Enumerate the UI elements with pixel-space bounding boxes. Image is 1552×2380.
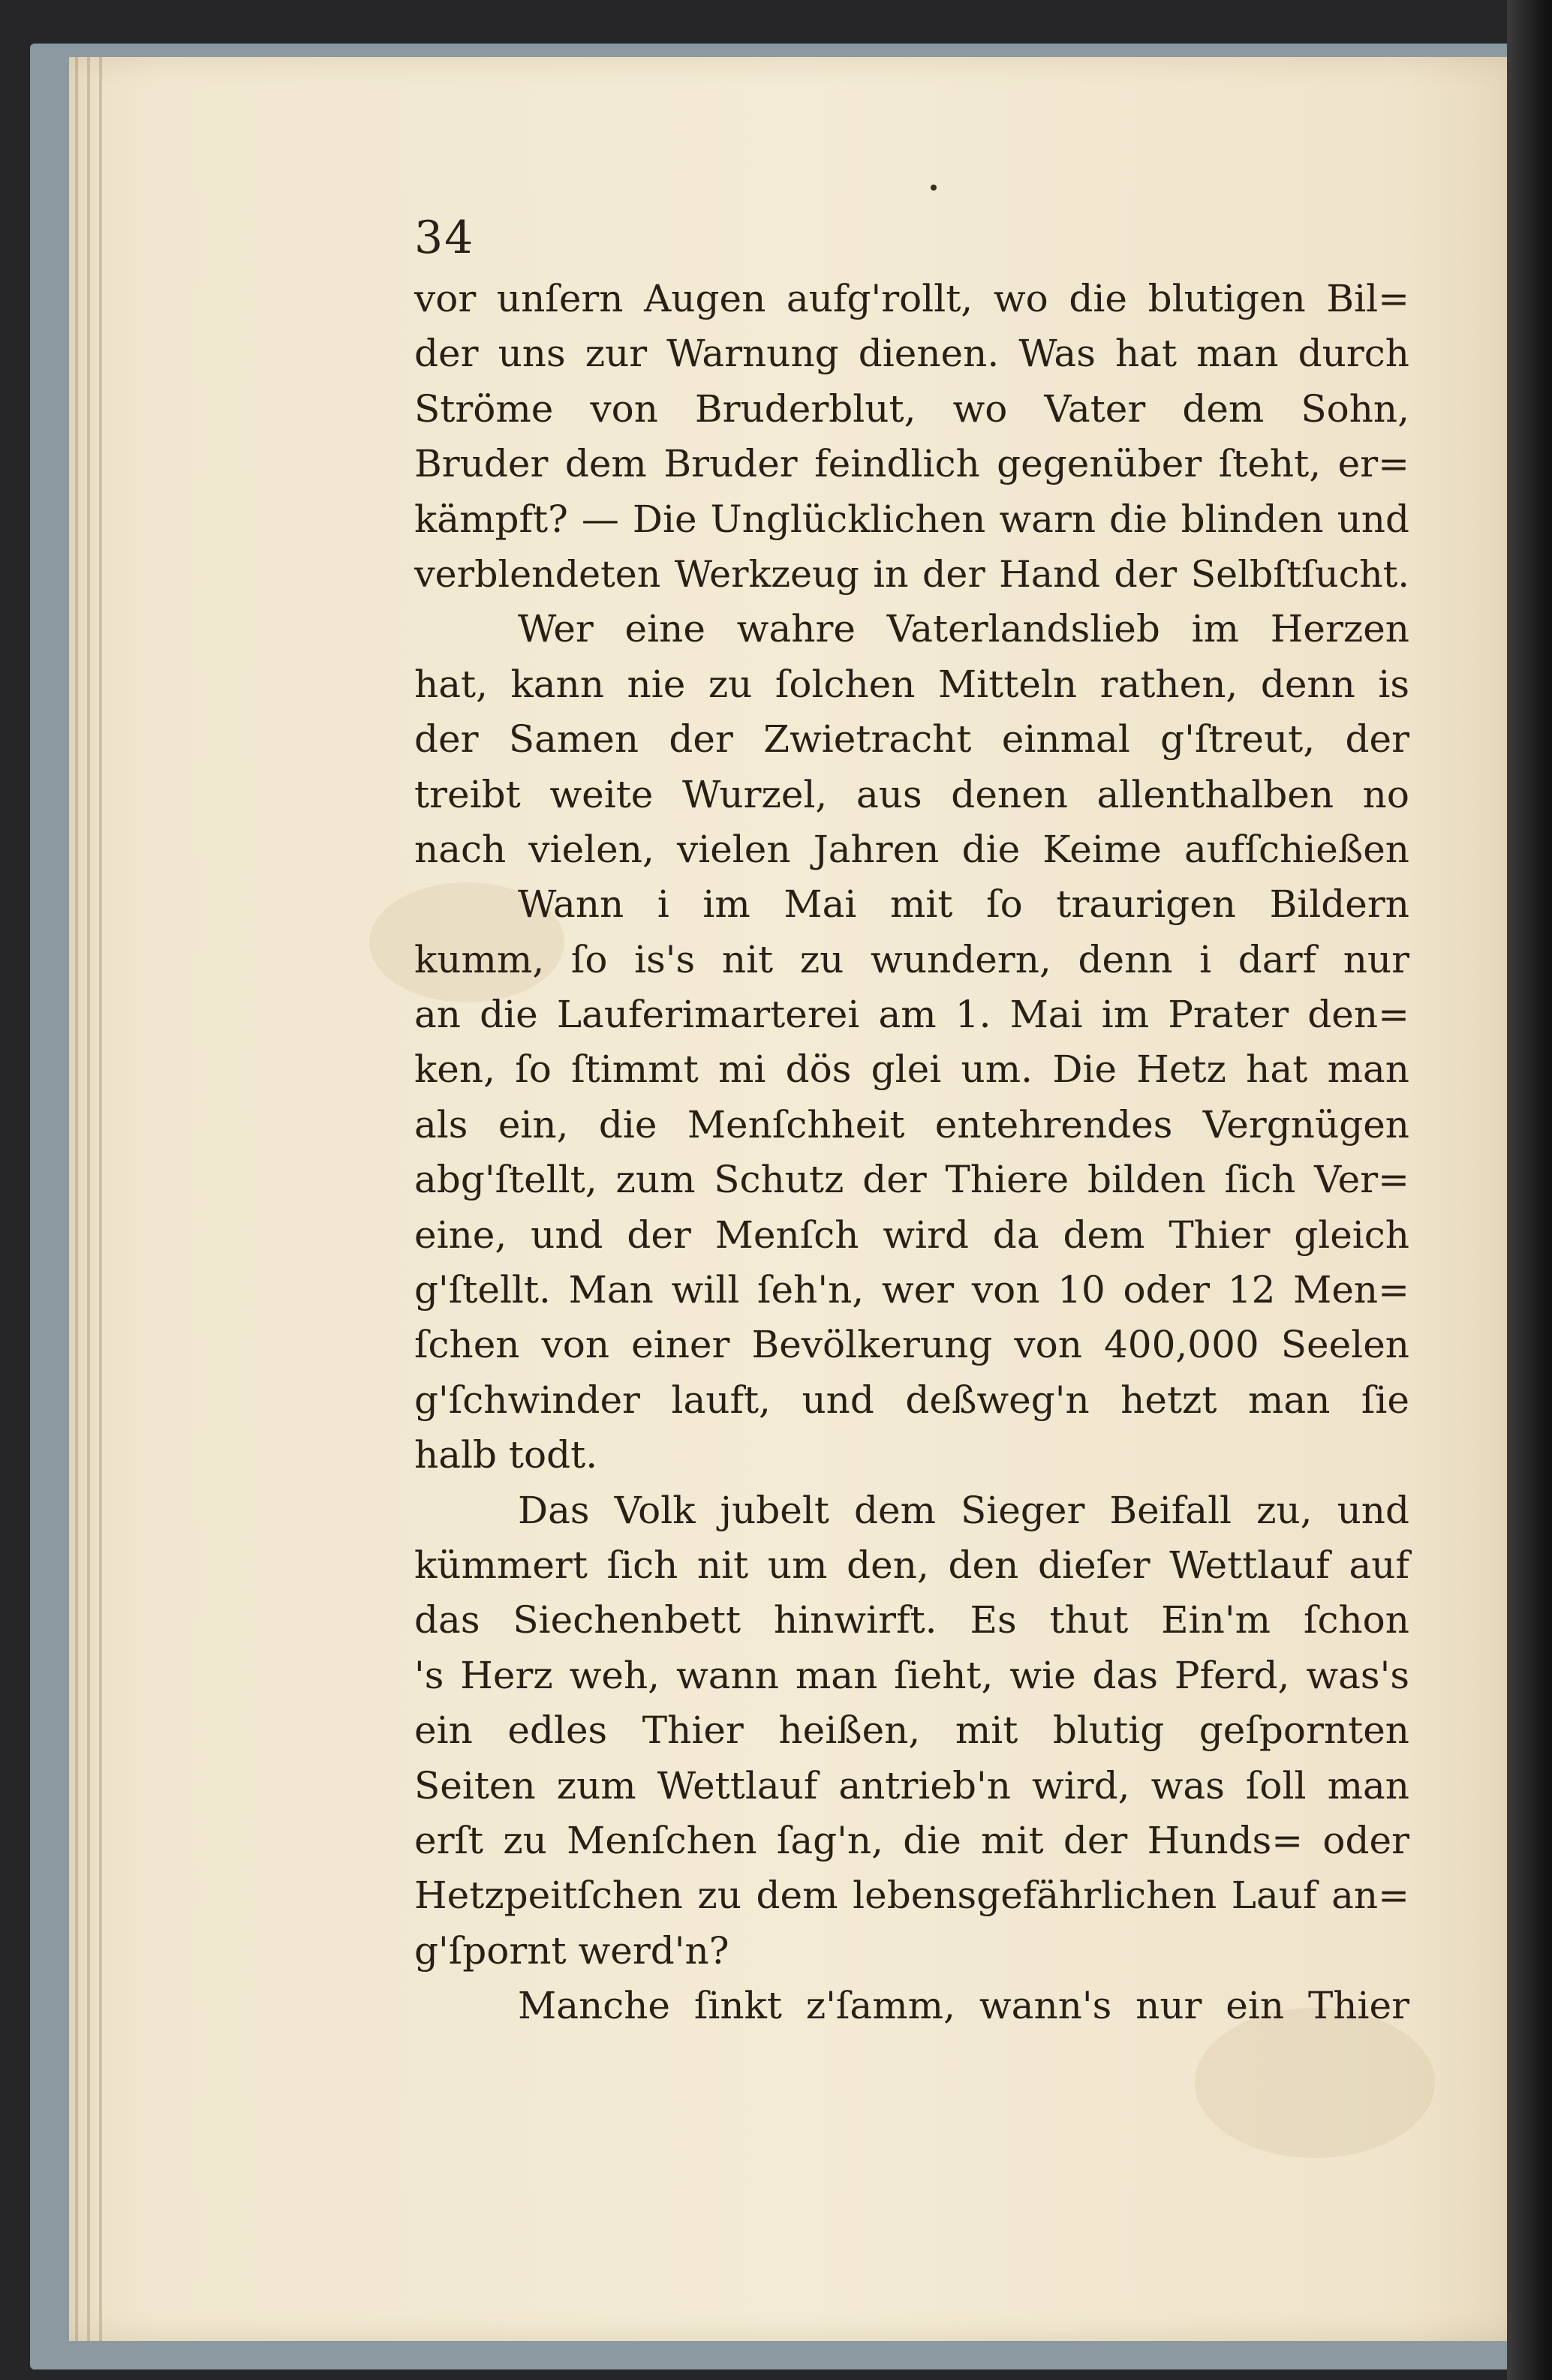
text-line: kämpft? — Die Unglücklichen warn die blinden und <box>414 497 1409 541</box>
text-line: als ein, die Menſchheit entehrendes Vergnügen <box>414 1102 1409 1146</box>
text-line: der uns zur Warnung dienen. Was hat man durch <box>414 332 1409 376</box>
text-line: verblendeten Werkzeug in der Hand der Selbſtſucht. <box>414 552 1409 596</box>
book-spine <box>1507 0 1552 2380</box>
text-line: g'ſchwinder lauft, und deßweg'n hetzt man ſie <box>414 1378 1409 1422</box>
text-line: Ströme von Bruderblut, wo Vater dem Sohn, <box>414 386 1409 431</box>
text-line: Das Volk jubelt dem Sieger Beifall zu, und <box>518 1488 1409 1532</box>
page-edge <box>87 57 90 2341</box>
text-line: das Siechenbett hinwirft. Es thut Ein'm ſchon <box>414 1598 1409 1642</box>
text-line: nach vielen, vielen Jahren die Keime aufſchießen <box>414 827 1409 871</box>
text-line: Hetzpeitſchen zu dem lebensgefährlichen Lauf an= <box>414 1874 1409 1918</box>
text-line: ken, ſo ſtimmt mi dös glei um. Die Hetz hat man <box>414 1047 1409 1092</box>
text-line: vor unſern Augen aufg'rollt, wo die blutigen Bil= <box>414 277 1409 320</box>
text-line: g'ſpornt werd'n? <box>414 1928 729 1973</box>
text-line: an die Lauferimarterei am 1. Mai im Prater den= <box>414 993 1409 1037</box>
text-line: 's Herz weh, wann man ſieht, wie das Pferd, was's <box>414 1653 1409 1697</box>
text-line: kümmert ſich nit um den, den dieſer Wettlauf auf <box>414 1543 1409 1587</box>
text-line: halb todt. <box>414 1433 598 1477</box>
text-line: der Samen der Zwietracht einmal g'ſtreut, der <box>414 717 1409 762</box>
text-line: ſchen von einer Bevölkerung von 400,000 Seelen <box>414 1323 1409 1367</box>
page-edge <box>99 57 102 2341</box>
text-line: g'ſtellt. Man will ſeh'n, wer von 10 oder 12 Men= <box>414 1268 1409 1312</box>
text-line: eine, und der Menſch wird da dem Thier gleich <box>414 1213 1409 1257</box>
page-edge <box>75 57 78 2341</box>
text-line: treibt weite Wurzel, aus denen allenthalben no <box>414 772 1409 816</box>
text-line: Seiten zum Wettlauf antrieb'n wird, was ſoll man <box>414 1763 1409 1808</box>
text-line: Wann i im Mai mit ſo traurigen Bildern <box>518 882 1409 927</box>
text-line: hat, kann nie zu ſolchen Mitteln rathen, denn is <box>414 662 1409 706</box>
text-line: Bruder dem Bruder feindlich gegenüber ſteht, er= <box>414 442 1409 486</box>
text-line: Manche ſinkt z'ſamm, wann's nur ein Thier <box>518 1984 1409 2028</box>
body-text <box>414 272 1409 2034</box>
text-line: Wer eine wahre Vaterlandslieb im Herzen <box>518 607 1409 651</box>
text-line: ein edles Thier heißen, mit blutig geſpornten <box>414 1708 1409 1753</box>
text-line: abg'ſtellt, zum Schutz der Thiere bilden ſich Ver= <box>414 1158 1409 1202</box>
page-number: 34 <box>414 212 475 264</box>
text-line: kumm, ſo is's nit zu wundern, denn i darf nur <box>414 937 1409 981</box>
ink-dot <box>931 185 937 191</box>
text-line: erſt zu Menſchen ſag'n, die mit der Hunds= oder <box>414 1818 1409 1862</box>
